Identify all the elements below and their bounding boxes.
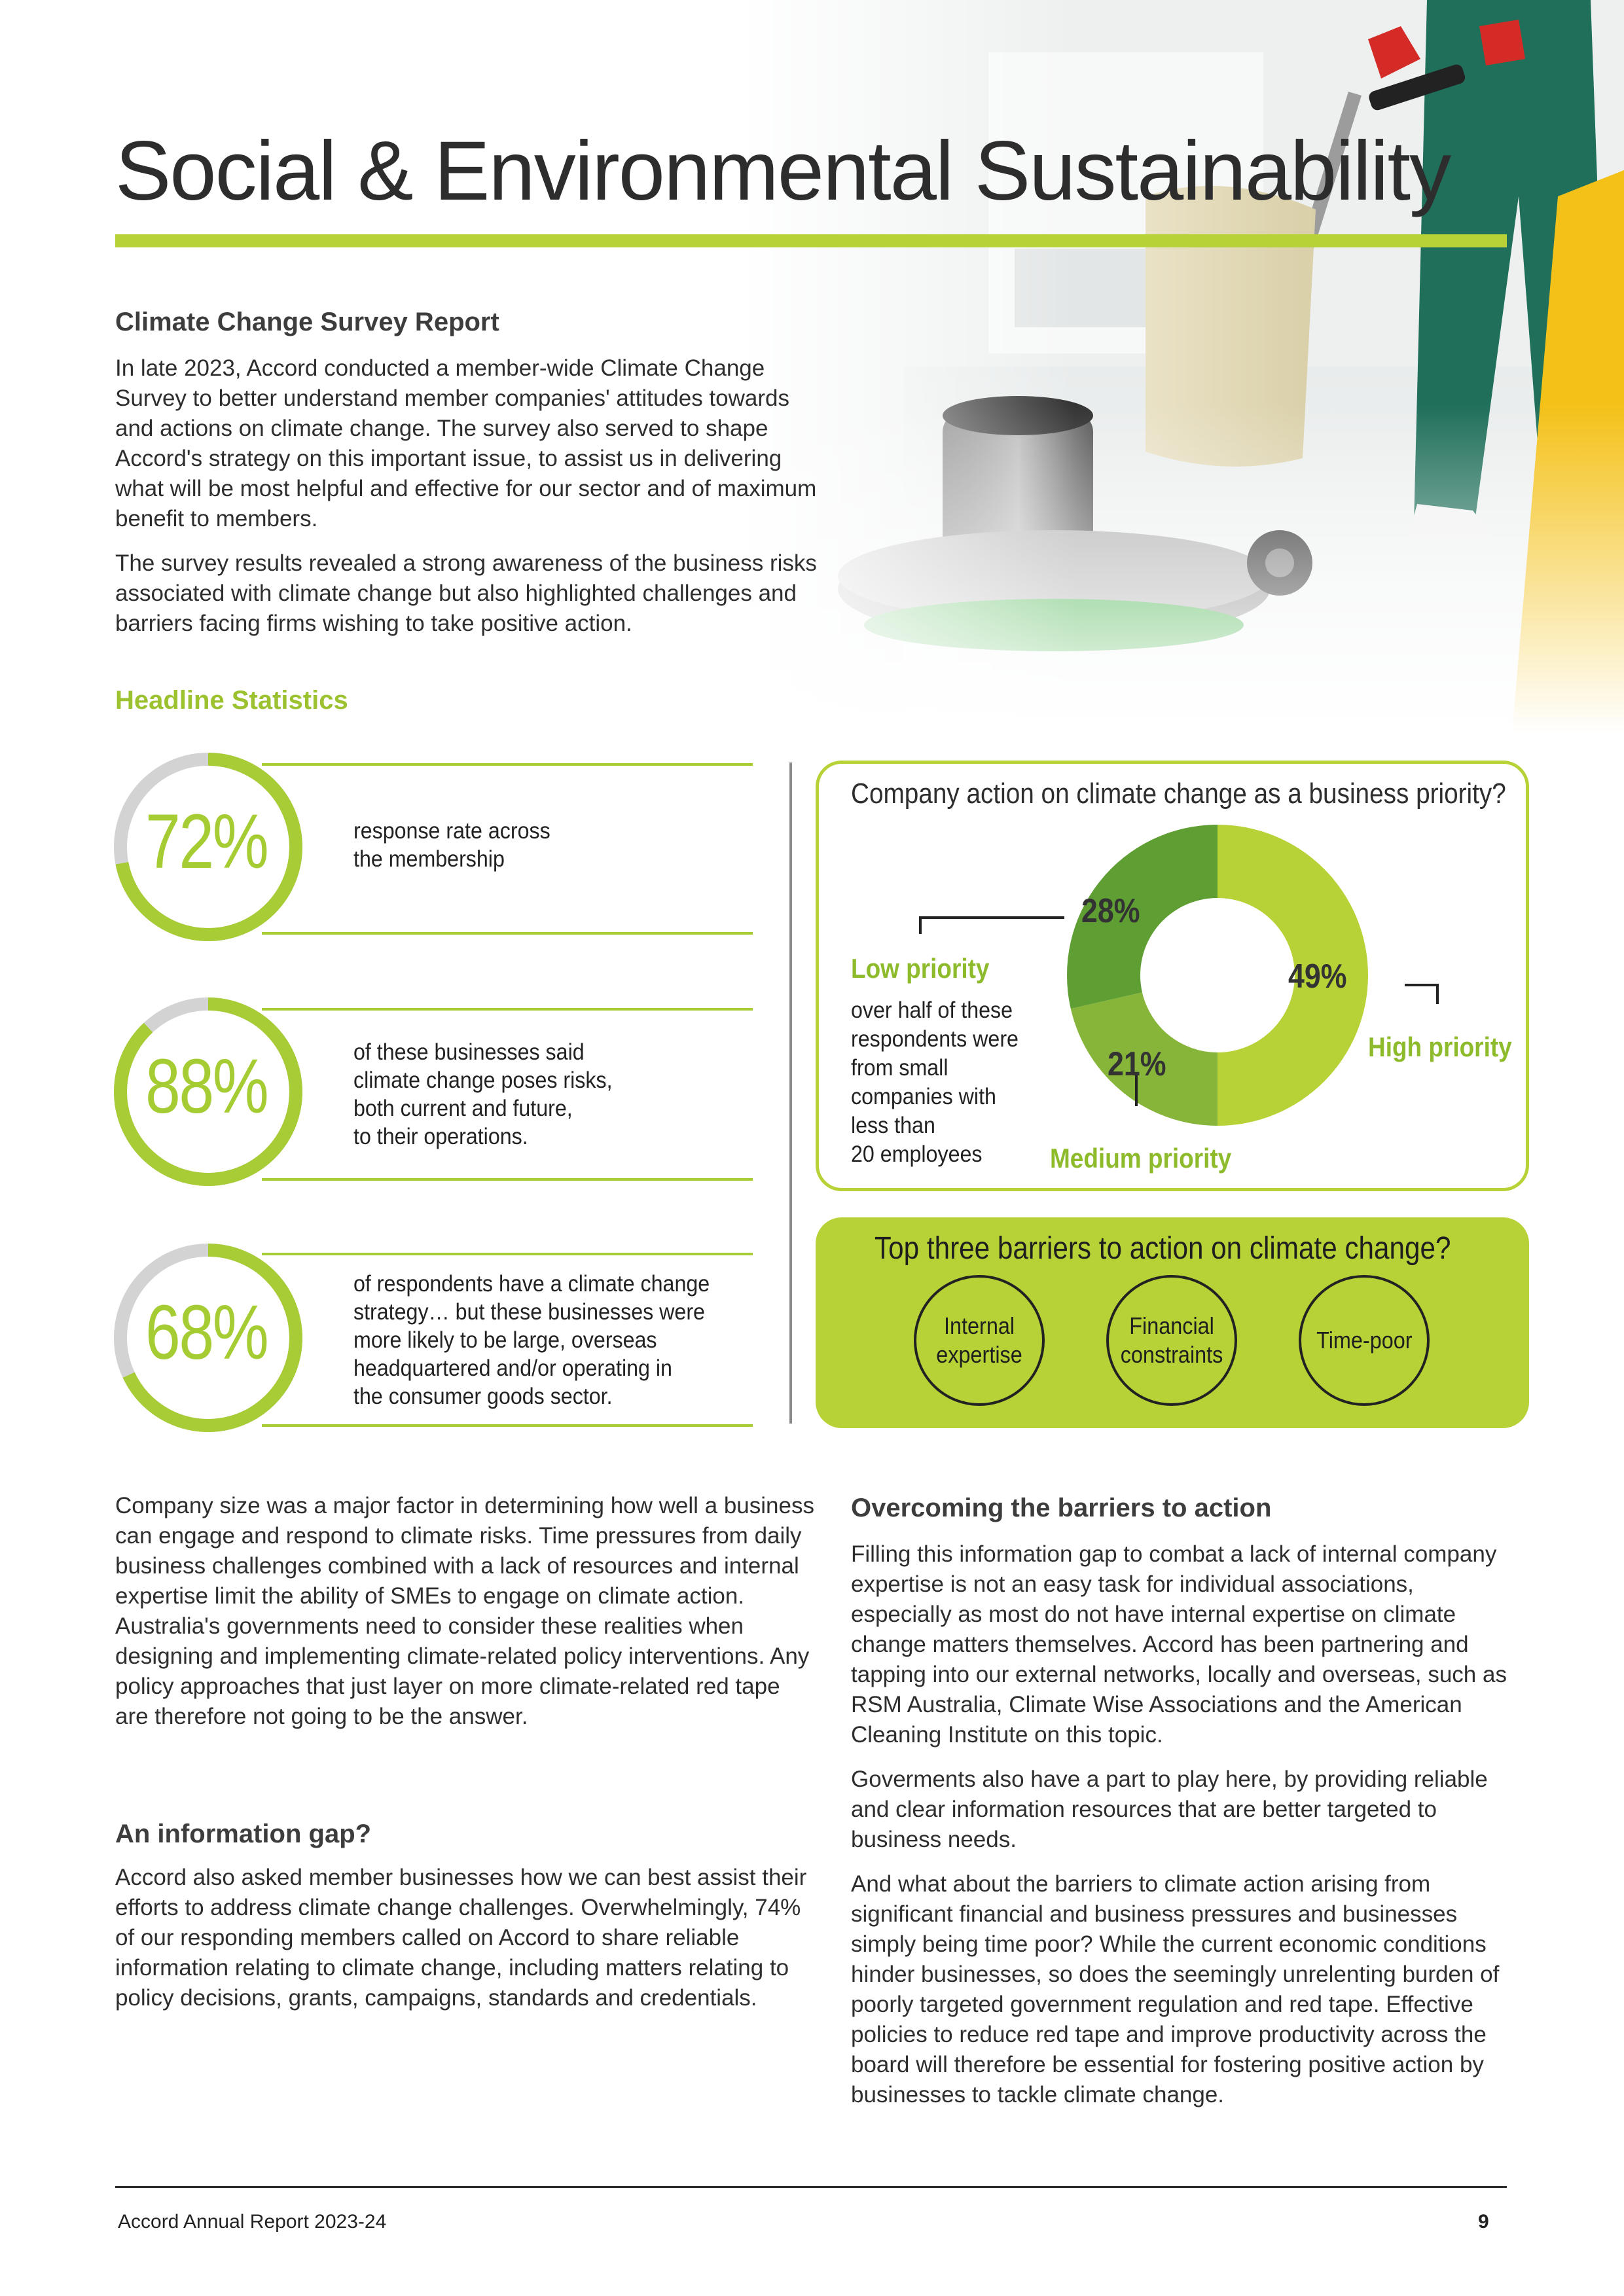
information-gap-text <box>115 1863 816 2028</box>
stat-bottom-rule <box>262 932 753 935</box>
stat-top-rule <box>262 763 753 766</box>
company-size-paragraph: Company size was a major factor in determining how well a business can engage and respond to climate risks. Time pressures from daily business challenges combined with a lack of resources and internal expertise limit the ability of SMEs to engage on climate action. Australia's governments need to consider these realities when designing and implementing climate-related policy interventions. Any policy approaches that just layer on more climate-related red tape are therefore not going to be the answer. <box>115 1493 814 1729</box>
column-divider <box>789 762 792 1424</box>
overcoming-barriers-heading: Overcoming the barriers to action <box>851 1494 1272 1522</box>
stat-value-1: 72% <box>145 798 268 885</box>
barrier-line: Financial <box>1129 1312 1214 1339</box>
note-line: 20 employees <box>851 1141 983 1167</box>
note-line: respondents were <box>851 1026 1019 1052</box>
stat-desc-line: both current and future, <box>353 1096 573 1121</box>
stat-desc-line: strategy… but these businesses were <box>353 1299 705 1325</box>
barrier-line: expertise <box>936 1341 1022 1368</box>
category-label-high: High priority <box>1368 1031 1512 1062</box>
note-line: companies with <box>851 1084 996 1109</box>
chart-title: Company action on climate change as a business priority? <box>851 778 1506 810</box>
slice-label-high: 49% <box>1288 958 1347 996</box>
title-underline <box>115 234 1507 247</box>
stat-desc-line: to their operations. <box>353 1124 528 1149</box>
intro-text <box>115 353 822 653</box>
barrier-line: Internal <box>943 1312 1015 1339</box>
footer-rule <box>115 2186 1507 2188</box>
note-line: less than <box>851 1113 935 1138</box>
stat-description-1 <box>353 817 550 873</box>
overcoming-paragraph: Goverments also have a part to play here, by providing reliable and clear information resources that are better targeted to business needs. <box>851 1767 1488 1852</box>
hero-photo-cleaner-scrubber <box>740 0 1624 733</box>
page-title: Social & Environmental Sustainability <box>115 124 1451 218</box>
low-priority-note <box>851 996 1032 1169</box>
stat-description-2 <box>353 1038 613 1151</box>
stat-desc-line: climate change poses risks, <box>353 1067 613 1093</box>
stat-value-3: 68% <box>145 1289 268 1376</box>
note-line: over half of these <box>851 997 1013 1023</box>
barrier-financial-constraints <box>1106 1275 1237 1406</box>
barrier-internal-expertise <box>914 1275 1045 1406</box>
overcoming-paragraph: Filling this information gap to combat a lack of internal company expertise is not an easy task for individual associations, especially as most do not have internal expertise on climate change matters themselves. Accord has been partnering and tapping into our external networks, locally and overseas, such as RSM Australia, Climate Wise Associations and the American Cleaning Institute on this topic. <box>851 1541 1507 1748</box>
stat-description-3 <box>353 1270 710 1410</box>
barrier-line: Time-poor <box>1316 1327 1413 1354</box>
information-gap-heading: An information gap? <box>115 1820 372 1848</box>
stat-bottom-rule <box>262 1178 753 1181</box>
stat-top-rule <box>262 1008 753 1011</box>
headline-statistics-label: Headline Statistics <box>115 686 348 715</box>
footer-report-title: Accord Annual Report 2023-24 <box>118 2211 387 2233</box>
stat-desc-line: the consumer goods sector. <box>353 1384 613 1409</box>
overcoming-barriers-text <box>851 1539 1512 2125</box>
barrier-line: constraints <box>1120 1341 1223 1368</box>
stat-bottom-rule <box>262 1424 753 1427</box>
intro-paragraph: In late 2023, Accord conducted a member-wide Climate Change Survey to better understand member companies' attitudes towards and actions on climate change. The survey also served to shape Accord's strategy on this important issue, to assist us in delivering what will be most helpful and effective for our sector and of maximum benefit to members. <box>115 355 817 531</box>
overcoming-paragraph: And what about the barriers to climate action arising from significant financial and business pressures and businesses simply being time poor? While the current economic conditions hinder businesses, so does the seemingly unrelenting burden of poorly targeted government regulation and red tape. Effective policies to reduce red tape and improve productivity across the board will therefore be essential for fostering positive action by businesses to tackle climate change. <box>851 1871 1500 2108</box>
stat-value-2: 88% <box>145 1043 268 1130</box>
category-label-low: Low priority <box>851 953 990 984</box>
category-label-medium: Medium priority <box>1050 1143 1232 1174</box>
note-line: from small <box>851 1055 948 1081</box>
barriers-title: Top three barriers to action on climate change? <box>875 1231 1451 1266</box>
slice-label-low: 28% <box>1081 892 1140 930</box>
intro-paragraph: The survey results revealed a strong awareness of the business risks associated with climate change but also highlighted challenges and barriers facing firms wishing to take positive action. <box>115 550 817 636</box>
stat-top-rule <box>262 1253 753 1255</box>
stat-desc-line: of these businesses said <box>353 1039 585 1065</box>
stat-desc-line: more likely to be large, overseas <box>353 1327 657 1353</box>
information-gap-paragraph: Accord also asked member businesses how we can best assist their efforts to address climate change challenges. Overwhelmingly, 74% of our responding members called on Accord to share reliable information relating to climate change, including matters relating to policy decisions, grants, campaigns, standards and credentials. <box>115 1865 807 2011</box>
stat-desc-line: response rate across <box>353 818 550 844</box>
page-number: 9 <box>1478 2211 1489 2233</box>
stat-desc-line: headquartered and/or operating in <box>353 1355 672 1381</box>
stat-desc-line: of respondents have a climate change <box>353 1271 710 1297</box>
slice-label-medium: 21% <box>1108 1045 1166 1083</box>
intro-heading: Climate Change Survey Report <box>115 308 499 336</box>
barrier-time-poor <box>1299 1275 1430 1406</box>
company-size-text <box>115 1491 816 1746</box>
stat-desc-line: the membership <box>353 846 505 872</box>
